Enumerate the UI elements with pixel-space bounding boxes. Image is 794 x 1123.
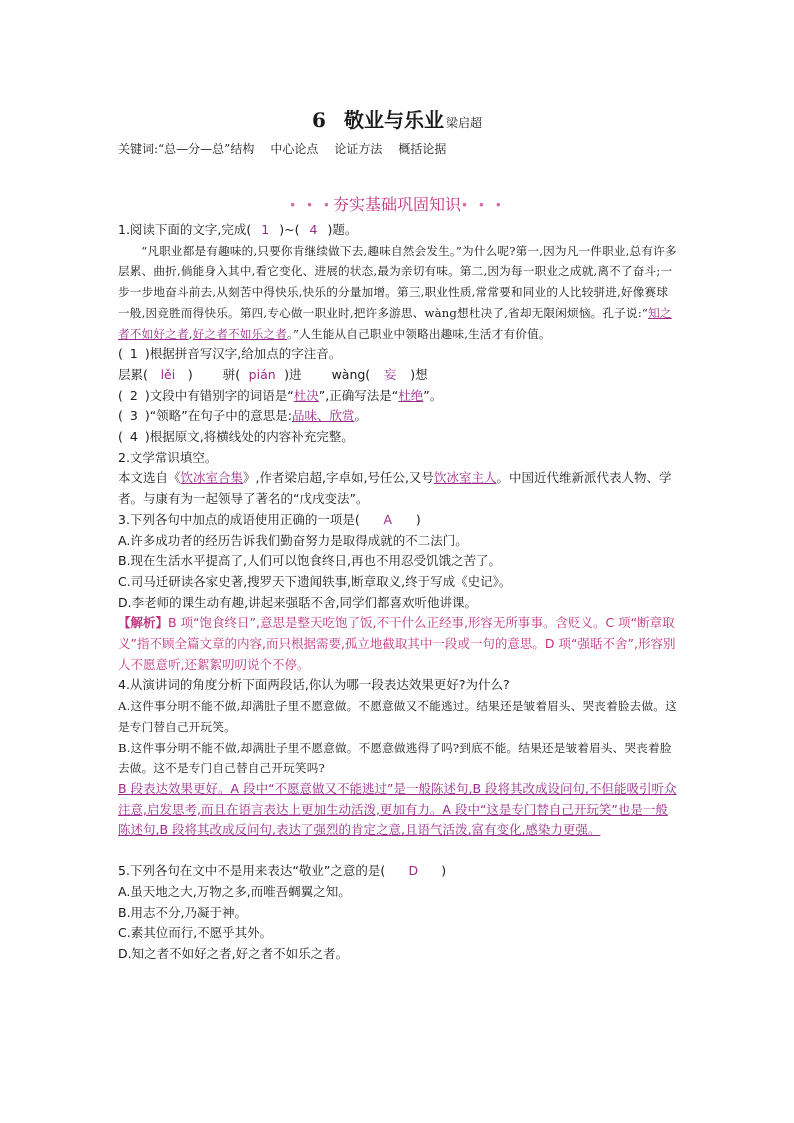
answer-wrong-word: 杜决 — [293, 387, 319, 403]
q5-option-c: C.素其位而行,不愿乎其外。 — [118, 925, 273, 941]
banner-dots-right: • • • — [461, 198, 505, 213]
q3-option-d: D.李老师的课生动有趣,讲起来强聒不舍,同学们都喜欢听他讲课。 — [118, 594, 478, 610]
keyword-item: 中心论点 — [270, 142, 319, 156]
q5-answer: D — [408, 863, 419, 879]
q1-sub-2: ( 2 )文段中有错别字的词语是“杜决”,正确写法是“杜绝”。 — [118, 387, 443, 403]
question-content — [118, 220, 678, 965]
q4-stem: 4.从演讲词的角度分析下面两段话,你认为哪一段表达效果更好?为什么? — [118, 677, 510, 693]
q5-option-d: D.知之者不如好之者,好之者不如乐之者。 — [118, 945, 349, 961]
q5-stem: 5.下列各句在文中不是用来表达“敬业”之意的是( D ) — [118, 861, 678, 882]
banner-text: 夯实基础巩固知识 — [332, 195, 461, 214]
q3-analysis: 【解析】B 项“饱食终日”,意思是整天吃饱了饭,不干什么正经事,形容无所事事。含贬义。C 项“断章取义”指不顾全篇文章的内容,而只根据需要,孤立地截取其中一段或一句的意思。D 项“强聒不舍”,形容别人不愿意听,还絮絮叨叨说个不停。 — [118, 615, 676, 672]
keyword-item: 概括论据 — [398, 142, 447, 156]
answer-pen-name: 饮冰室主人 — [433, 470, 497, 486]
keywords-label: 关键词: — [118, 142, 159, 156]
spacer — [118, 841, 678, 861]
section-banner — [0, 192, 794, 215]
answer-pian: pián — [248, 366, 276, 382]
q1-sub-3: ( 3 )“领略”在句子中的意思是:品味、欣赏。 — [118, 408, 367, 424]
q1-passage: “凡职业都是有趣味的,只要你肯继续做下去,趣味自然会发生。”为什么呢?第一,因为凡一件职业,总有许多层累、曲折,倘能身入其中,看它变化、进展的状态,最为亲切有味。第二,因为每一职业之成就,离不了奋斗;一步一步地奋斗前去,从刻苦中得快乐,快乐的分量加增。第三,职业性质,常常要和同业的人比较骈进,好像赛球一般,因竞胜而得快乐。第四,专心做一职业时,把许多游思、wàng想杜决了,省却无限闲烦恼。孔子说:“知之者不如好之者,好之者不如乐之者。”人生能从自己职业中领略出趣味,生活才有价值。 — [118, 243, 677, 341]
lesson-number: 6 — [312, 108, 326, 132]
q1-sub-4: ( 4 )根据原文,将横线处的内容补充完整。 — [118, 429, 354, 445]
answer-correct-word: 杜绝 — [398, 387, 424, 403]
q1-answer-blank-1: 知之者不如好之者 — [118, 305, 672, 341]
q3-option-a: A.许多成功者的经历告诉我们勤奋努力是取得成就的不二法门。 — [118, 532, 468, 548]
q4-answer: B 段表达效果更好。A 段中“不愿意做又不能逃过”是一般陈述句,B 段将其改成设问句,不但能吸引听众注意,启发思考,而且在语言表达上更加生动活泼,更加有力。A 段中“这是专门替自己开玩笑”也是一般陈述句,B 段将其改成反问句,表达了强烈的肯定之意,且语气活泼,富有变化,感染力更强。 — [118, 780, 677, 838]
q3-option-c: C.司马迁研读各家史著,搜罗天下遗闻轶事,断章取义,终于写成《史记》。 — [118, 573, 512, 589]
analysis-tag: 【解析】 — [118, 615, 169, 631]
answer-collection: 饮冰室合集 — [180, 470, 244, 486]
lesson-author: 梁启超 — [445, 116, 482, 130]
q3-stem: 3.下列各句中加点的成语使用正确的一项是( A ) — [118, 510, 678, 531]
q1-num-end: 4 — [309, 222, 318, 237]
q1-answer-blank-2: 好之者不如乐之者 — [192, 326, 288, 341]
keyword-item: “总—分—总”结构 — [158, 142, 255, 156]
q5-option-b: B.用志不分,乃凝于神。 — [118, 904, 248, 920]
q4-option-b: B.这件事分明不能不做,却满肚子里不愿意做。不愿意做逃得了吗?到底不能。结果还是皱着眉头、哭丧着脸去做。这不是专门自己替自己开玩笑吗? — [118, 740, 672, 776]
q1-stem: 1.阅读下面的文字,完成( 1 )~( 4 )题。 — [118, 220, 678, 241]
q3-option-b: B.现在生活水平提高了,人们可以饱食终日,再也不用忍受饥饿之苦了。 — [118, 553, 501, 569]
q1-num-start: 1 — [261, 222, 270, 237]
q2-stem: 2.文学常识填空。 — [118, 449, 218, 465]
q5-option-a: A.虽天地之大,万物之多,而唯吾蜩翼之知。 — [118, 883, 351, 899]
keywords-line — [118, 140, 462, 157]
q3-answer: A — [383, 511, 393, 527]
answer-lei: lěi — [160, 366, 176, 382]
q1-sub-1: ( 1 )根据拼音写汉字,给加点的字注音。 — [118, 346, 342, 362]
q1-sub-1-items: 层累( lěi ) 骈( pián )进 wàng( 妄 )想 — [118, 365, 678, 386]
keyword-item: 论证方法 — [334, 142, 383, 156]
lesson-title-text: 敬业与乐业 — [343, 108, 444, 132]
banner-dots-left: • • • — [289, 198, 333, 213]
q2-body: 本文选自《饮冰室合集》,作者梁启超,字卓如,号任公,又号饮冰室主人。中国近代维新派代表人物、学者。与康有为一起领导了著名的“戊戌变法”。 — [118, 470, 672, 507]
lesson-title — [0, 104, 794, 133]
answer-meaning: 品味、欣赏 — [291, 408, 355, 424]
q4-option-a: A.这件事分明不能不做,却满肚子里不愿意做。不愿意做又不能逃过。结果还是皱着眉头、哭丧着脸去做。这是专门替自己开玩笑。 — [118, 699, 677, 734]
answer-wang: 妄 — [383, 366, 397, 382]
